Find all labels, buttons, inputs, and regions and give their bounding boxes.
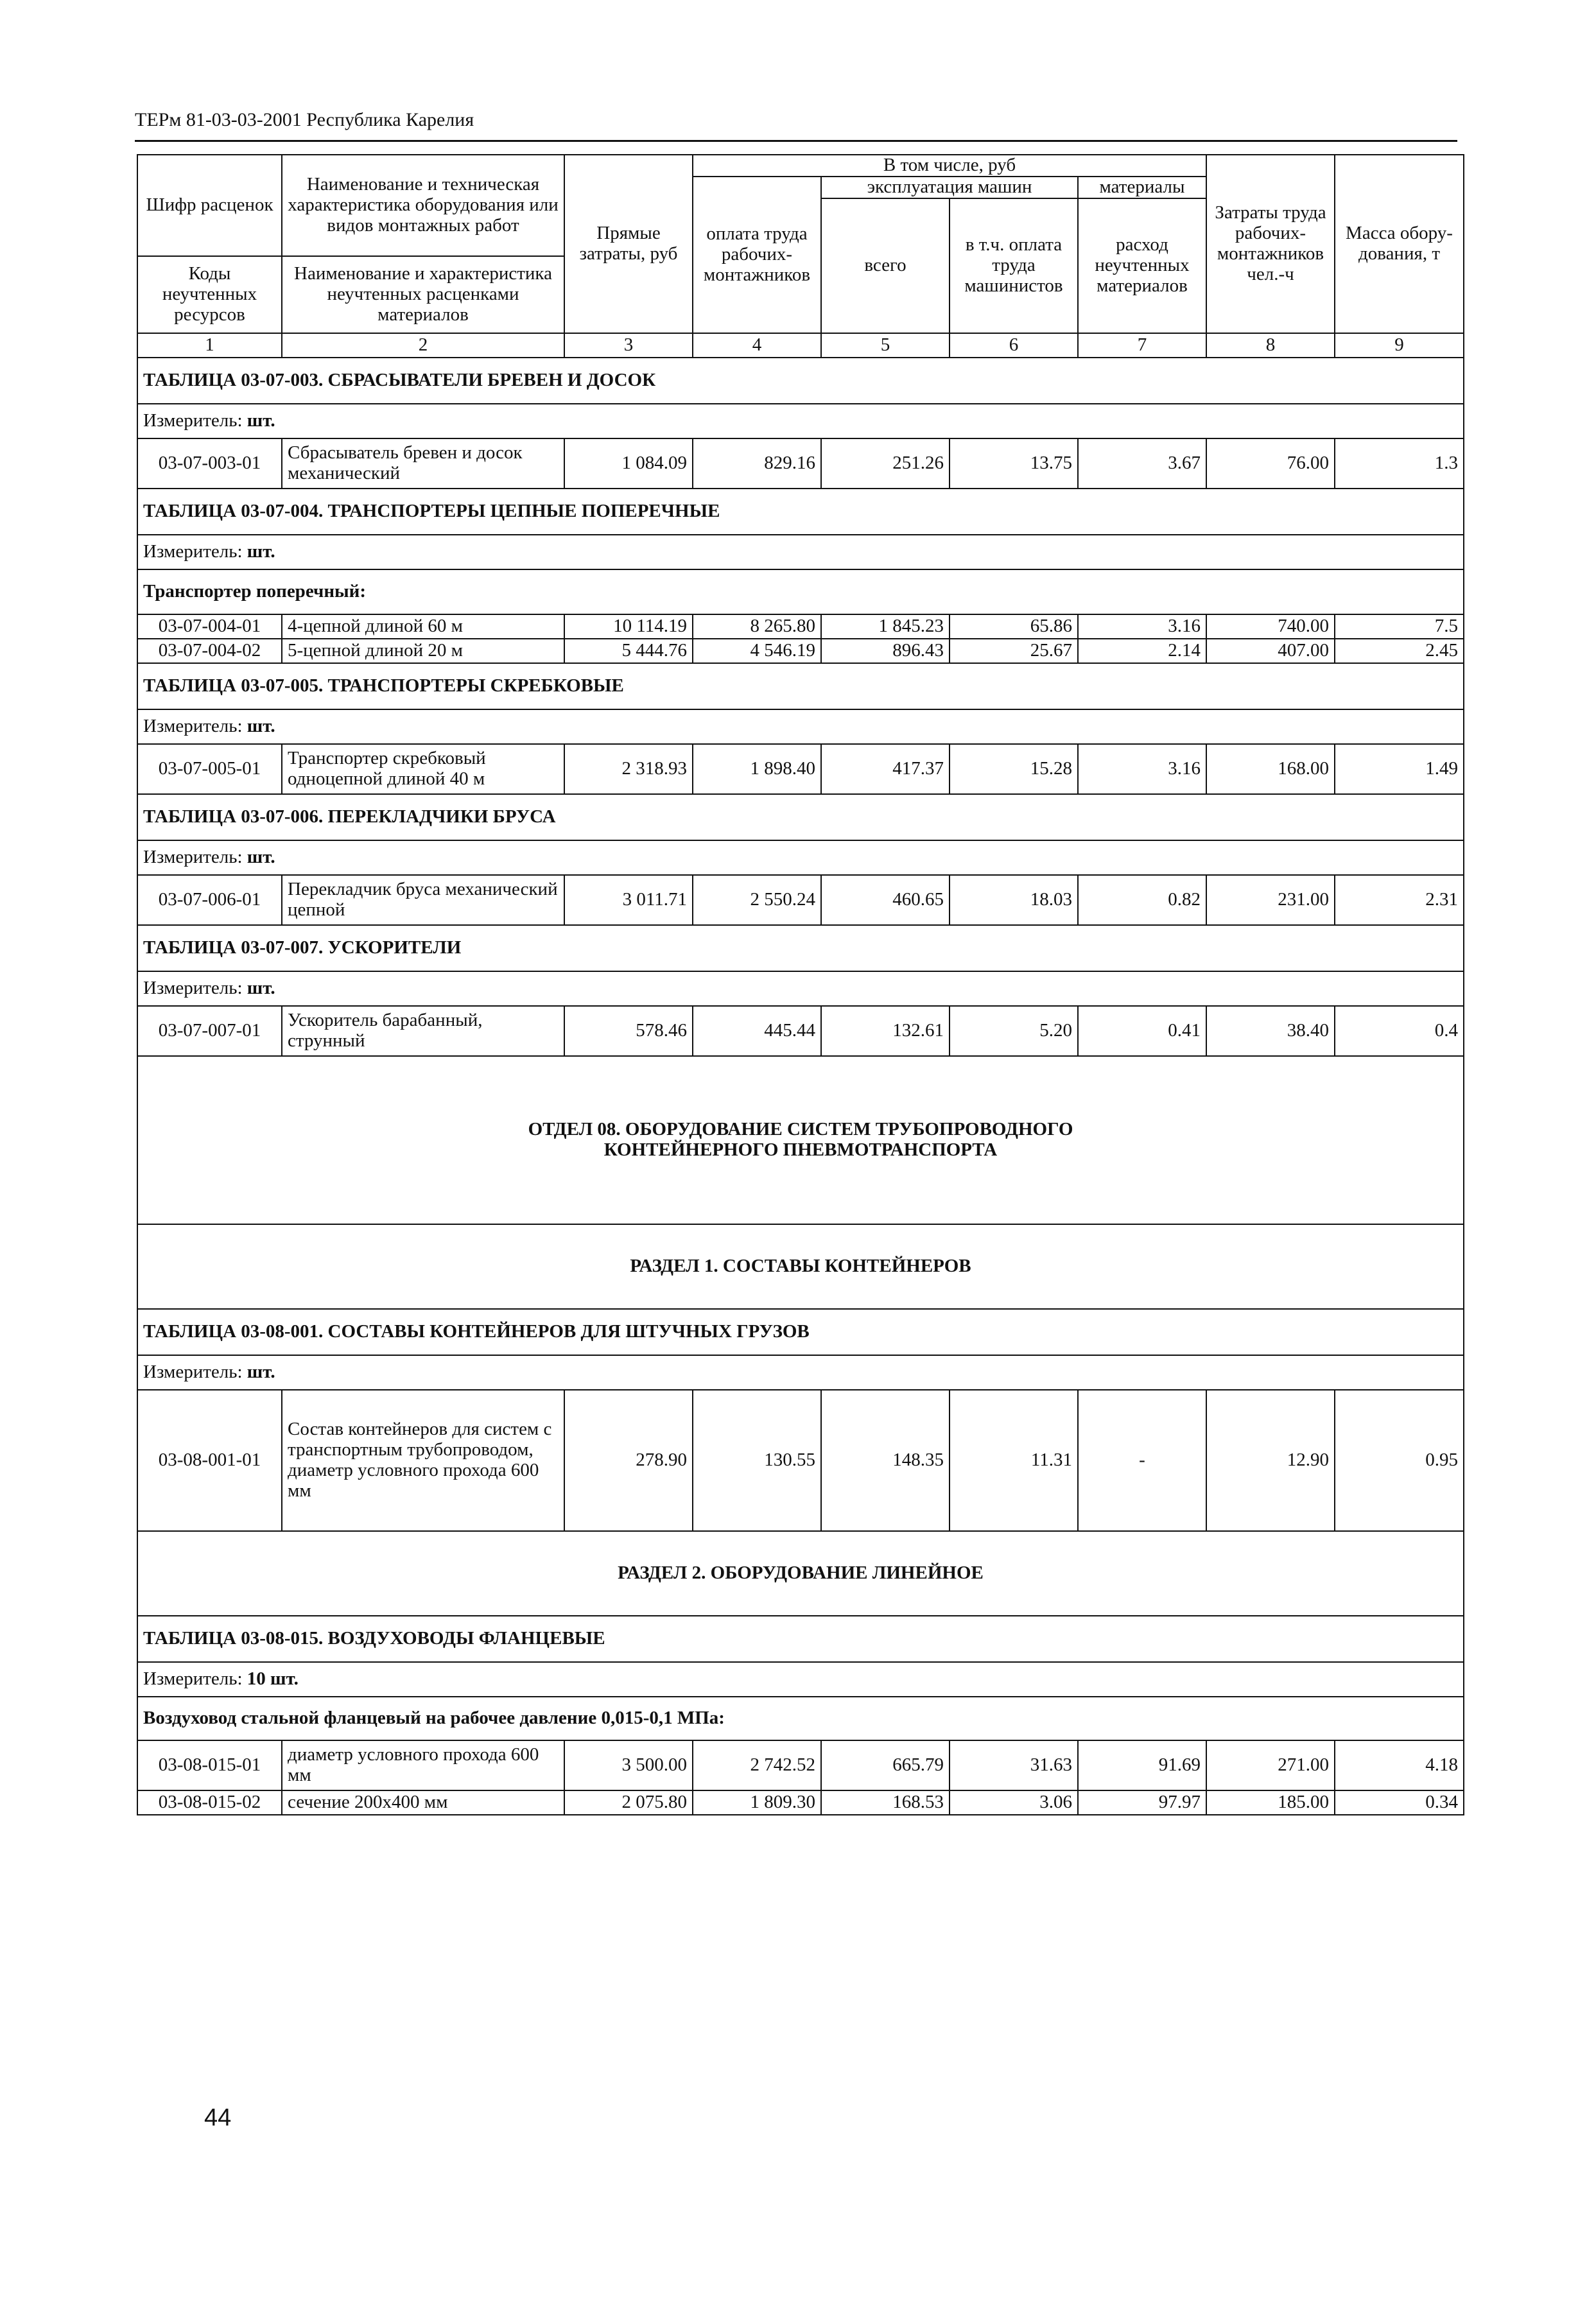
row-c6: 11.31 — [950, 1390, 1078, 1531]
row-c9: 0.95 — [1335, 1390, 1464, 1531]
col-number: 5 — [821, 333, 950, 358]
row-c7: 91.69 — [1078, 1740, 1206, 1790]
row-c4: 2 742.52 — [693, 1740, 821, 1790]
row-code: 03-07-003-01 — [137, 438, 282, 489]
measure-row — [137, 1662, 1464, 1697]
row-c4: 8 265.80 — [693, 614, 821, 639]
group-label: Воздуховод стальной фланцевый на рабочее давление 0,015-0,1 МПа: — [137, 1697, 1464, 1740]
measure-unit: шт. — [247, 1361, 275, 1382]
hdr-name2: Наименование и характеристика неучтенных расценками материалов — [282, 256, 564, 333]
row-c8: 168.00 — [1206, 744, 1335, 794]
measure-row — [137, 535, 1464, 569]
row-c8: 12.90 — [1206, 1390, 1335, 1531]
row-c5: 417.37 — [821, 744, 950, 794]
row-c5: 896.43 — [821, 639, 950, 663]
row-c4: 1 809.30 — [693, 1790, 821, 1815]
row-c3: 2 318.93 — [564, 744, 693, 794]
table-title: ТАБЛИЦА 03-07-004. ТРАНСПОРТЕРЫ ЦЕПНЫЕ ПОПЕРЕЧНЫЕ — [137, 489, 1464, 535]
row-c6: 25.67 — [950, 639, 1078, 663]
measure-unit: шт. — [247, 541, 275, 562]
row-c7: - — [1078, 1390, 1206, 1531]
row-c9: 1.49 — [1335, 744, 1464, 794]
row-c9: 2.45 — [1335, 639, 1464, 663]
hdr-zatraty: Затраты труда рабочих-монтажников чел.-ч — [1206, 155, 1335, 333]
table-row — [137, 1006, 1464, 1056]
row-c8: 76.00 — [1206, 438, 1335, 489]
measure-unit: 10 шт. — [247, 1668, 299, 1689]
table-row — [137, 744, 1464, 794]
price-table — [137, 154, 1464, 1815]
table-row — [137, 875, 1464, 925]
measure-label: Измеритель: — [143, 541, 243, 562]
page-number: 44 — [204, 2104, 232, 2131]
row-c7: 0.41 — [1078, 1006, 1206, 1056]
table-row — [137, 1740, 1464, 1790]
row-c6: 3.06 — [950, 1790, 1078, 1815]
row-name: 4-цепной длиной 60 м — [282, 614, 564, 639]
row-c4: 445.44 — [693, 1006, 821, 1056]
row-c4: 829.16 — [693, 438, 821, 489]
row-c6: 18.03 — [950, 875, 1078, 925]
measure-row — [137, 404, 1464, 438]
row-c3: 3 011.71 — [564, 875, 693, 925]
measure-label: Измеритель: — [143, 977, 243, 998]
row-c8: 407.00 — [1206, 639, 1335, 663]
row-c3: 1 084.09 — [564, 438, 693, 489]
table-row — [137, 639, 1464, 663]
row-c7: 3.16 — [1078, 744, 1206, 794]
row-c6: 5.20 — [950, 1006, 1078, 1056]
otdel-line-2: КОНТЕЙНЕРНОГО ПНЕВМОТРАНСПОРТА — [603, 1139, 998, 1160]
hdr-massa: Масса обору-дования, т — [1335, 155, 1464, 333]
group-label: Транспортер поперечный: — [137, 569, 1464, 614]
hdr-vtch: в т.ч. оплата труда машинистов — [950, 198, 1078, 333]
row-c9: 2.31 — [1335, 875, 1464, 925]
table-title: ТАБЛИЦА 03-08-015. ВОЗДУХОВОДЫ ФЛАНЦЕВЫЕ — [137, 1616, 1464, 1662]
row-c5: 665.79 — [821, 1740, 950, 1790]
row-c4: 1 898.40 — [693, 744, 821, 794]
row-name: Сбрасыватель бревен и досок механический — [282, 438, 564, 489]
table-row — [137, 438, 1464, 489]
row-c7: 3.16 — [1078, 614, 1206, 639]
row-c7: 0.82 — [1078, 875, 1206, 925]
row-c6: 31.63 — [950, 1740, 1078, 1790]
row-c5: 132.61 — [821, 1006, 950, 1056]
row-c7: 3.67 — [1078, 438, 1206, 489]
header-rule — [135, 140, 1457, 142]
table-title: ТАБЛИЦА 03-08-001. СОСТАВЫ КОНТЕЙНЕРОВ ДЛЯ ШТУЧНЫХ ГРУЗОВ — [137, 1309, 1464, 1355]
hdr-oplata: оплата труда рабочих-монтажников — [693, 177, 821, 333]
row-c6: 15.28 — [950, 744, 1078, 794]
row-name: 5-цепной длиной 20 м — [282, 639, 564, 663]
measure-label: Измеритель: — [143, 715, 243, 736]
table-title: ТАБЛИЦА 03-07-007. УСКОРИТЕЛИ — [137, 925, 1464, 971]
table-title: ТАБЛИЦА 03-07-005. ТРАНСПОРТЕРЫ СКРЕБКОВЫЕ — [137, 663, 1464, 709]
hdr-name1: Наименование и техническая характеристика оборудования или видов монтажных работ — [282, 155, 564, 256]
measure-row — [137, 1355, 1464, 1390]
otdel-line-1: ОТДЕЛ 08. ОБОРУДОВАНИЕ СИСТЕМ ТРУБОПРОВОДНОГО — [528, 1118, 1073, 1139]
row-c4: 130.55 — [693, 1390, 821, 1531]
measure-row — [137, 840, 1464, 875]
row-code: 03-07-004-01 — [137, 614, 282, 639]
otdel-heading — [137, 1056, 1464, 1224]
row-c3: 2 075.80 — [564, 1790, 693, 1815]
row-code: 03-08-001-01 — [137, 1390, 282, 1531]
col-number: 3 — [564, 333, 693, 358]
measure-unit: шт. — [247, 846, 275, 867]
row-name: сечение 200х400 мм — [282, 1790, 564, 1815]
row-c8: 38.40 — [1206, 1006, 1335, 1056]
table-row — [137, 1790, 1464, 1815]
row-c6: 13.75 — [950, 438, 1078, 489]
razdel-heading: РАЗДЕЛ 1. СОСТАВЫ КОНТЕЙНЕРОВ — [137, 1224, 1464, 1309]
row-c5: 168.53 — [821, 1790, 950, 1815]
razdel-heading: РАЗДЕЛ 2. ОБОРУДОВАНИЕ ЛИНЕЙНОЕ — [137, 1531, 1464, 1616]
col-number: 9 — [1335, 333, 1464, 358]
col-number: 2 — [282, 333, 564, 358]
row-name: Транспортер скребковый одноцепной длиной 40 м — [282, 744, 564, 794]
row-c4: 4 546.19 — [693, 639, 821, 663]
row-c8: 231.00 — [1206, 875, 1335, 925]
measure-row — [137, 709, 1464, 744]
measure-unit: шт. — [247, 977, 275, 998]
measure-label: Измеритель: — [143, 846, 243, 867]
measure-label: Измеритель: — [143, 1668, 243, 1689]
row-code: 03-07-006-01 — [137, 875, 282, 925]
col-number: 6 — [950, 333, 1078, 358]
table-title: ТАБЛИЦА 03-07-006. ПЕРЕКЛАДЧИКИ БРУСА — [137, 794, 1464, 840]
row-c9: 7.5 — [1335, 614, 1464, 639]
row-c9: 1.3 — [1335, 438, 1464, 489]
col-number: 4 — [693, 333, 821, 358]
table-row — [137, 1390, 1464, 1531]
row-c5: 460.65 — [821, 875, 950, 925]
measure-unit: шт. — [247, 715, 275, 736]
row-code: 03-08-015-02 — [137, 1790, 282, 1815]
row-code: 03-07-004-02 — [137, 639, 282, 663]
measure-row — [137, 971, 1464, 1006]
measure-label: Измеритель: — [143, 1361, 243, 1382]
row-c9: 0.4 — [1335, 1006, 1464, 1056]
row-name: диаметр условного прохода 600 мм — [282, 1740, 564, 1790]
hdr-v-tom-chisle: В том числе, руб — [693, 155, 1206, 177]
row-name: Состав контейнеров для систем с транспортным трубопроводом, диаметр условного прохода 600 мм — [282, 1390, 564, 1531]
row-c7: 2.14 — [1078, 639, 1206, 663]
row-c3: 10 114.19 — [564, 614, 693, 639]
row-c7: 97.97 — [1078, 1790, 1206, 1815]
row-c9: 0.34 — [1335, 1790, 1464, 1815]
row-c3: 278.90 — [564, 1390, 693, 1531]
col-number: 7 — [1078, 333, 1206, 358]
hdr-materialy: материалы — [1078, 177, 1206, 198]
row-c8: 740.00 — [1206, 614, 1335, 639]
row-c8: 271.00 — [1206, 1740, 1335, 1790]
row-code: 03-08-015-01 — [137, 1740, 282, 1790]
row-c5: 251.26 — [821, 438, 950, 489]
row-c3: 578.46 — [564, 1006, 693, 1056]
col-number: 8 — [1206, 333, 1335, 358]
row-c3: 5 444.76 — [564, 639, 693, 663]
hdr-vsego: всего — [821, 198, 950, 333]
measure-label: Измеритель: — [143, 410, 243, 431]
row-c6: 65.86 — [950, 614, 1078, 639]
hdr-rashod: расход неучтенных материалов — [1078, 198, 1206, 333]
row-code: 03-07-005-01 — [137, 744, 282, 794]
row-name: Перекладчик бруса механический цепной — [282, 875, 564, 925]
hdr-ekspl: эксплуатация машин — [821, 177, 1078, 198]
running-head: ТЕРм 81-03-03-2001 Республика Карелия — [135, 109, 474, 130]
row-c4: 2 550.24 — [693, 875, 821, 925]
row-name: Ускоритель барабанный, струнный — [282, 1006, 564, 1056]
row-c5: 1 845.23 — [821, 614, 950, 639]
hdr-shifr: Шифр расценок — [137, 155, 282, 256]
row-code: 03-07-007-01 — [137, 1006, 282, 1056]
table-title: ТАБЛИЦА 03-07-003. СБРАСЫВАТЕЛИ БРЕВЕН И ДОСОК — [137, 358, 1464, 404]
table-row — [137, 614, 1464, 639]
hdr-kody: Коды неучтенных ресурсов — [137, 256, 282, 333]
row-c8: 185.00 — [1206, 1790, 1335, 1815]
row-c5: 148.35 — [821, 1390, 950, 1531]
measure-unit: шт. — [247, 410, 275, 431]
row-c3: 3 500.00 — [564, 1740, 693, 1790]
hdr-pryamye: Прямые затраты, руб — [564, 155, 693, 333]
col-number: 1 — [137, 333, 282, 358]
row-c9: 4.18 — [1335, 1740, 1464, 1790]
